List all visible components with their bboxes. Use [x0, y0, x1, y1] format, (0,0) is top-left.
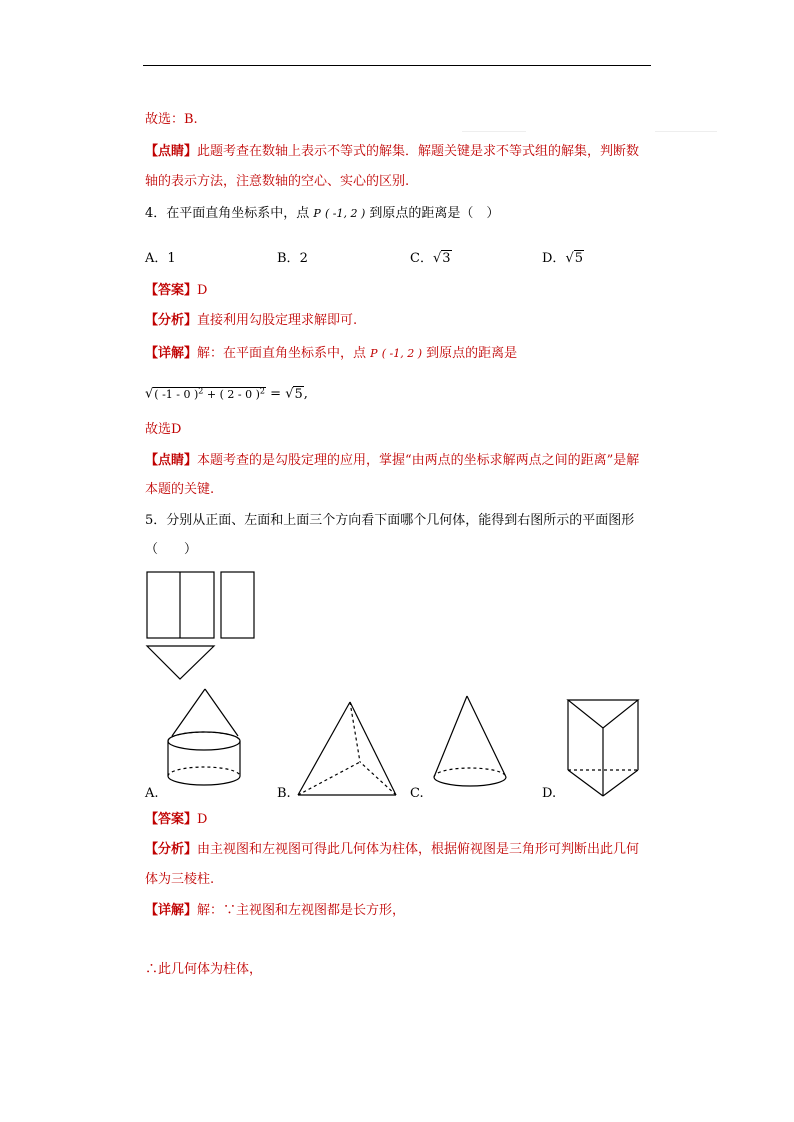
- sqrt-5: 5: [574, 251, 584, 266]
- top-view: [147, 646, 214, 679]
- comment-text: 此题考查在数轴上表示不等式的解集．解题关键是求不等式组的解集，判断数: [197, 144, 640, 159]
- comment1-line2: 轴的表示方法，注意数轴的空心、实心的区别.: [145, 174, 410, 189]
- select-b-line: 故选：B.: [145, 112, 198, 127]
- formula-radicand: ( -1 - 0 )$^2$ + ( 2 - 0 )$^2$: [154, 386, 265, 401]
- q5-analysis-line2: 体为三棱柱.: [145, 872, 215, 887]
- q5-option-c: C.: [410, 786, 424, 801]
- q4-formula: √( -1 - 0 )$^2$ + ( 2 - 0 )$^2$ = √5,: [145, 386, 308, 402]
- q4-option-d: D．√5: [542, 251, 584, 266]
- q4-answer: 【答案】D: [145, 283, 208, 298]
- q4-stem-pre: 4．在平面直角坐标系中，点: [145, 206, 310, 221]
- q5-stem-line1: 5．分别从正面、左面和上面三个方向看下面哪个几何体，能得到右图所示的平面图形: [145, 513, 635, 528]
- point-coords: ( -1, 2 ): [324, 207, 366, 220]
- q5-conclusion: ∴此几何体为柱体，: [145, 962, 263, 977]
- q4-comment-line2: 本题的关键.: [145, 482, 215, 497]
- q4-option-a: A．1: [145, 251, 176, 266]
- q4-option-b: B．2: [277, 251, 308, 266]
- q5-stem-line2: （ ）: [145, 542, 198, 557]
- comment-tag: 【点睛】: [145, 144, 198, 159]
- q5-option-b: B.: [277, 786, 291, 801]
- q4-comment-line1: 【点睛】本题考查的是勾股定理的应用，掌握“由两点的坐标求解两点之间的距离”是解: [145, 453, 640, 468]
- q4-select: 故选D: [145, 422, 182, 437]
- side-view: [221, 572, 254, 638]
- solid-b-tetrahedron: [298, 702, 396, 795]
- point-label: P: [313, 207, 321, 220]
- q5-detail: 【详解】解：∵主视图和左视图都是长方形，: [145, 903, 406, 918]
- q4-analysis: 【分析】直接利用勾股定理求解即可.: [145, 313, 358, 328]
- q4-option-c: C．√3: [410, 251, 451, 266]
- solid-a-cone-cylinder: [168, 689, 240, 785]
- q5-answer: 【答案】D: [145, 812, 208, 827]
- solid-c-cone: [434, 696, 506, 786]
- q4-stem-post: 到原点的距离是（ ）: [369, 206, 500, 221]
- sqrt-3: 3: [442, 251, 451, 266]
- q5-option-a: A.: [145, 786, 159, 801]
- solid-d-triangular-prism: [568, 700, 638, 796]
- q5-analysis-line1: 【分析】由主视图和左视图可得此几何体为柱体，根据俯视图是三角形可判断出此几何: [145, 842, 640, 857]
- q5-option-d: D.: [542, 786, 557, 801]
- q4-detail: 【详解】解：在平面直角坐标系中，点 P ( -1, 2 ) 到原点的距离是: [145, 346, 518, 361]
